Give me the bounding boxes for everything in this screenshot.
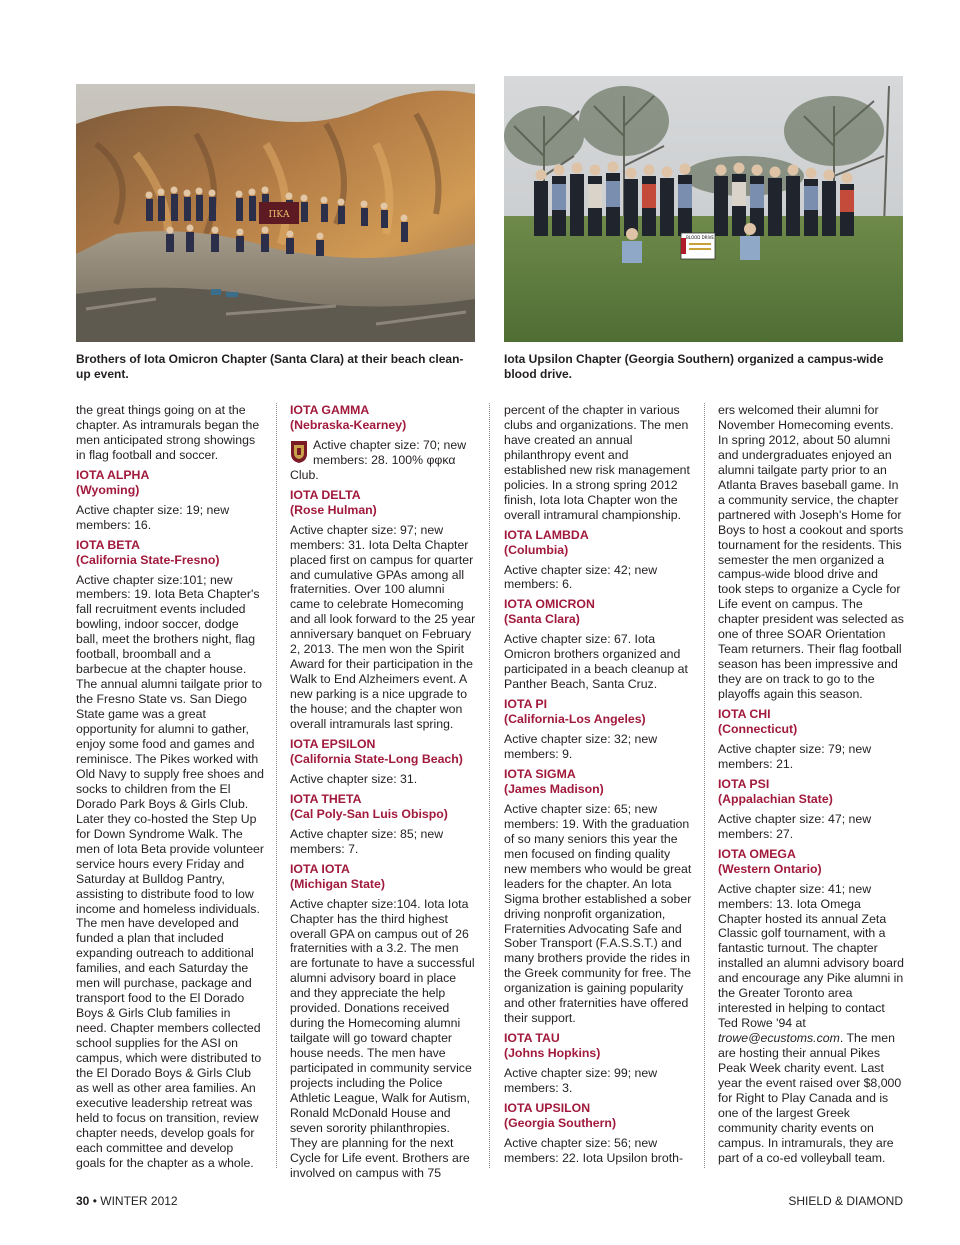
chapter-school: (Santa Clara)	[504, 612, 580, 627]
chapter-school: (Georgia Southern)	[504, 1115, 617, 1130]
column-1	[76, 403, 264, 1176]
paragraph-text: Active chapter size: 31.	[290, 771, 418, 786]
chapter-name: IOTA IOTA	[290, 861, 350, 876]
chapter-school: (Connecticut)	[718, 722, 798, 737]
chapter-school: (Rose Hulman)	[290, 502, 377, 517]
chapter-paragraph	[76, 503, 264, 533]
chapter-school: (California-Los Angeles)	[504, 712, 646, 727]
chapter-paragraph	[504, 1136, 692, 1166]
chapter-paragraph	[718, 403, 904, 702]
pike-crest-icon	[290, 440, 308, 464]
chapter-school: (California State-Fresno)	[76, 552, 220, 567]
chapter-heading	[718, 847, 904, 877]
campus-group-image	[504, 76, 903, 342]
chapter-school: (James Madison)	[504, 781, 604, 796]
chapter-name: IOTA ALPHA	[76, 467, 150, 482]
chapter-paragraph	[504, 632, 692, 692]
paragraph-text: ers welcomed their alumni for November Homecoming events. In spring 2012, about 50 alumni and undergraduates enjoyed an alumni tailgate party prior to an Atlanta Braves baseball game. In a community service, the chapter partnered with Joseph's Home for Boys to host a cookout and sports tournament for the residents. This semester the men organized a campus-wide blood drive and took steps to organize a Cycle for Life event on campus. The chapter president was selected as one of three SOAR Orientation Team returners. Their flag football season has been impressive and they are on track to go to the playoffs again this season.	[718, 403, 904, 702]
chapter-paragraph	[504, 802, 692, 1026]
chapter-paragraph	[718, 742, 904, 772]
chapter-school: (California State-Long Beach)	[290, 751, 463, 766]
chapter-heading	[290, 403, 476, 433]
chapter-school: (Wyoming)	[76, 482, 140, 497]
chapter-heading	[504, 697, 692, 727]
chapter-name: IOTA UPSILON	[504, 1100, 591, 1115]
chapter-name: IOTA DELTA	[290, 487, 361, 502]
chapter-name: IOTA LAMBDA	[504, 527, 589, 542]
chapter-paragraph	[504, 403, 692, 523]
chapter-heading	[718, 777, 904, 807]
chapter-school: (Nebraska-Kearney)	[290, 417, 407, 432]
blood-drive-sign: BLOOD DRIVE	[686, 235, 714, 240]
chapter-heading	[718, 707, 904, 737]
chapter-heading	[76, 538, 264, 568]
paragraph-text: Active chapter size:101; new members: 19. Iota Beta Chapter's fall recruitment events included bowling, indoor soccer, dodge ball, meet the brothers night, flag football, broomball and a barbecue at the chapter house. The annual alumni tailgate prior to the Fresno State vs. San Diego State game was a great opportunity for alumni to gather, enjoy some food and games and reminisce. The Pikes worked with Old Navy to supply free shoes and socks to children from the El Dorado Park Boys & Girls Club. Later they co-hosted the Step Up for Down Syndrome Walk. The men of Iota Beta provide volunteer service hours every Friday and Saturday at Bulldog Pantry, assisting to distribute food to low income and homeless individuals. The men have developed and funded a plan that included expanding outreach to additional families, and each Saturday the men will purchase, package and transport food to the El Dorado Boys & Girls Club families in need. Chapter members collected school supplies for the ASI on campus, which were distributed to the El Dorado Boys & Girls Club as well as other area families. An executive leadership retreat was held to focus on transition, review chapter needs, develop goals for each committee and develop goals for the chapter as a whole.	[76, 572, 264, 1170]
column-2	[290, 403, 476, 1186]
chapter-name: IOTA OMEGA	[718, 846, 796, 861]
chapter-name: IOTA PSI	[718, 776, 770, 791]
chapter-paragraph	[504, 732, 692, 762]
column-3	[504, 403, 692, 1171]
chapter-heading	[504, 597, 692, 627]
paragraph-text: Active chapter size: 41; new members: 13. Iota Omega Chapter hosted its annual Zeta Classic golf tournament, with a fantastic turnout. The chapter installed an alumni advisory board and encourage any Pike alumni in the Greater Toronto area interested in helping to contact Ted Rowe '94 at	[718, 881, 904, 1031]
chapter-name: IOTA PI	[504, 697, 548, 712]
paragraph-text: Active chapter size: 97; new members: 31. Iota Delta Chapter placed first on campus for quarter and cumulative GPAs among all fraternities. Over 100 alumni came to celebrate Homecoming and all look forward to the 25 year anniversary banquet on February 2, 2013. The men won the Spirit Award for their participation in the Walk to End Alzheimers event. A new parking is a nice upgrade to the house; and the chapter won overall intramurals last spring.	[290, 522, 476, 732]
chapter-paragraph	[718, 812, 904, 842]
chapter-heading	[290, 488, 476, 518]
footer-page-info	[76, 1194, 178, 1208]
paragraph-text: the great things going on at the chapter. As intramurals began the men anticipated strong showings in flag football and soccer.	[76, 403, 260, 462]
chapter-paragraph	[76, 573, 264, 1171]
chapter-school: (Cal Poly-San Luis Obispo)	[290, 806, 448, 821]
chapter-school: (Western Ontario)	[718, 861, 822, 876]
column-divider	[276, 403, 277, 1168]
photo-caption-left: Brothers of Iota Omicron Chapter (Santa Clara) at their beach clean-up event.	[76, 352, 464, 381]
paragraph-text: Active chapter size: 70; new members: 28. 100% φφκα Club.	[290, 437, 467, 482]
chapter-name: IOTA GAMMA	[290, 403, 370, 417]
photo-iota-omicron-beach	[76, 84, 475, 342]
chapter-name: IOTA SIGMA	[504, 766, 576, 781]
chapter-paragraph	[718, 882, 904, 1166]
paragraph-text: percent of the chapter in various clubs and organizations. The men have created an annual philanthropy event and established new risk management policies. In a strong spring 2012 finish, Iota Iota Chapter won the overall intramural championship.	[504, 403, 690, 522]
chapter-heading	[290, 737, 476, 767]
photo-caption-right: Iota Upsilon Chapter (Georgia Southern) organized a campus-wide blood drive.	[504, 352, 884, 381]
chapter-paragraph	[290, 827, 476, 857]
email-link[interactable]: trowe@ecustoms.com	[718, 1031, 840, 1046]
chapter-heading	[504, 1101, 692, 1131]
chapter-school: (Michigan State)	[290, 876, 385, 891]
chapter-school: (Columbia)	[504, 542, 569, 557]
paragraph-text: Active chapter size: 79; new members: 21.	[718, 741, 872, 771]
paragraph-text: Active chapter size: 67. Iota Omicron brothers organized and participated in a beach cleanup at Panther Beach, Santa Cruz.	[504, 632, 688, 692]
chapter-school: (Appalachian State)	[718, 791, 833, 806]
chapter-paragraph	[290, 897, 476, 1181]
chapter-heading	[290, 862, 476, 892]
chapter-name: IOTA CHI	[718, 707, 771, 722]
chapter-paragraph	[290, 438, 476, 483]
chapter-heading	[504, 767, 692, 797]
banner-text: ΠΚΑ	[268, 210, 290, 220]
chapter-name: IOTA OMICRON	[504, 597, 595, 612]
paragraph-text: Active chapter size: 56; new members: 22. Iota Upsilon broth-	[504, 1135, 684, 1165]
paragraph-text: Active chapter size: 65; new members: 19. With the graduation of so many seniors this year the men focused on finding quality new members who would be great leaders for the chapter. An Iota Sigma brother established a sober driving nonprofit organization, Fraternities Advocating Safe and Sober Transport (F.A.S.S.T.) and many brothers provide the rides in the Greek community for free. The organization is gaining popularity and other fraternities have offered their support.	[504, 801, 692, 1026]
page-number: 30	[76, 1194, 90, 1208]
beach-cliff-image	[76, 84, 475, 342]
paragraph-text: Active chapter size:104. Iota Iota Chapter has the third highest overall GPA on campus out of 26 fraternities with a 3.2. The men are fortunate to have a successful alumni advisory board in place and they appreciate the help provided. Donations received during the Homecoming alumni tailgate will go toward chapter house needs. The men have participated in community service projects including the Police Athletic League, Walk for Autism, Ronald McDonald House and seven sorority philanthropies. They are planning for the next Cycle for Life event. Brothers are involved on campus with 75	[290, 896, 475, 1180]
paragraph-text: . The men are hosting their annual Pikes Peak Week charity event. Last year the event raised over $8,000 for Right to Play Canada and is one of the largest Greek community charity events on campus. In intramurals, they are part of a co-ed volleyball team.	[718, 1031, 902, 1165]
chapter-heading	[290, 792, 476, 822]
photo-iota-upsilon-blood-drive	[504, 76, 903, 342]
footer-magazine-name: SHIELD & DIAMOND	[788, 1194, 903, 1208]
chapter-paragraph	[76, 403, 264, 463]
paragraph-text: Active chapter size: 19; new members: 16.	[76, 502, 230, 532]
chapter-name: IOTA BETA	[76, 537, 140, 552]
chapter-paragraph	[290, 523, 476, 732]
column-4	[718, 403, 904, 1171]
paragraph-text: Active chapter size: 85; new members: 7.	[290, 826, 444, 856]
chapter-school: (Johns Hopkins)	[504, 1046, 601, 1061]
paragraph-text: Active chapter size: 99; new members: 3.	[504, 1066, 658, 1096]
column-divider	[704, 403, 705, 1168]
chapter-paragraph	[290, 772, 476, 787]
chapter-heading	[504, 1031, 692, 1061]
paragraph-text: Active chapter size: 42; new members: 6.	[504, 562, 658, 592]
chapter-name: IOTA TAU	[504, 1031, 560, 1046]
chapter-name: IOTA EPSILON	[290, 737, 376, 752]
chapter-heading	[504, 528, 692, 558]
chapter-paragraph	[504, 563, 692, 593]
chapter-paragraph	[504, 1066, 692, 1096]
issue-label: • WINTER 2012	[92, 1194, 178, 1208]
paragraph-text: Active chapter size: 32; new members: 9.	[504, 732, 658, 762]
column-divider	[489, 403, 490, 1168]
chapter-name: IOTA THETA	[290, 791, 362, 806]
paragraph-text: Active chapter size: 47; new members: 27.	[718, 811, 872, 841]
chapter-heading	[76, 468, 264, 498]
